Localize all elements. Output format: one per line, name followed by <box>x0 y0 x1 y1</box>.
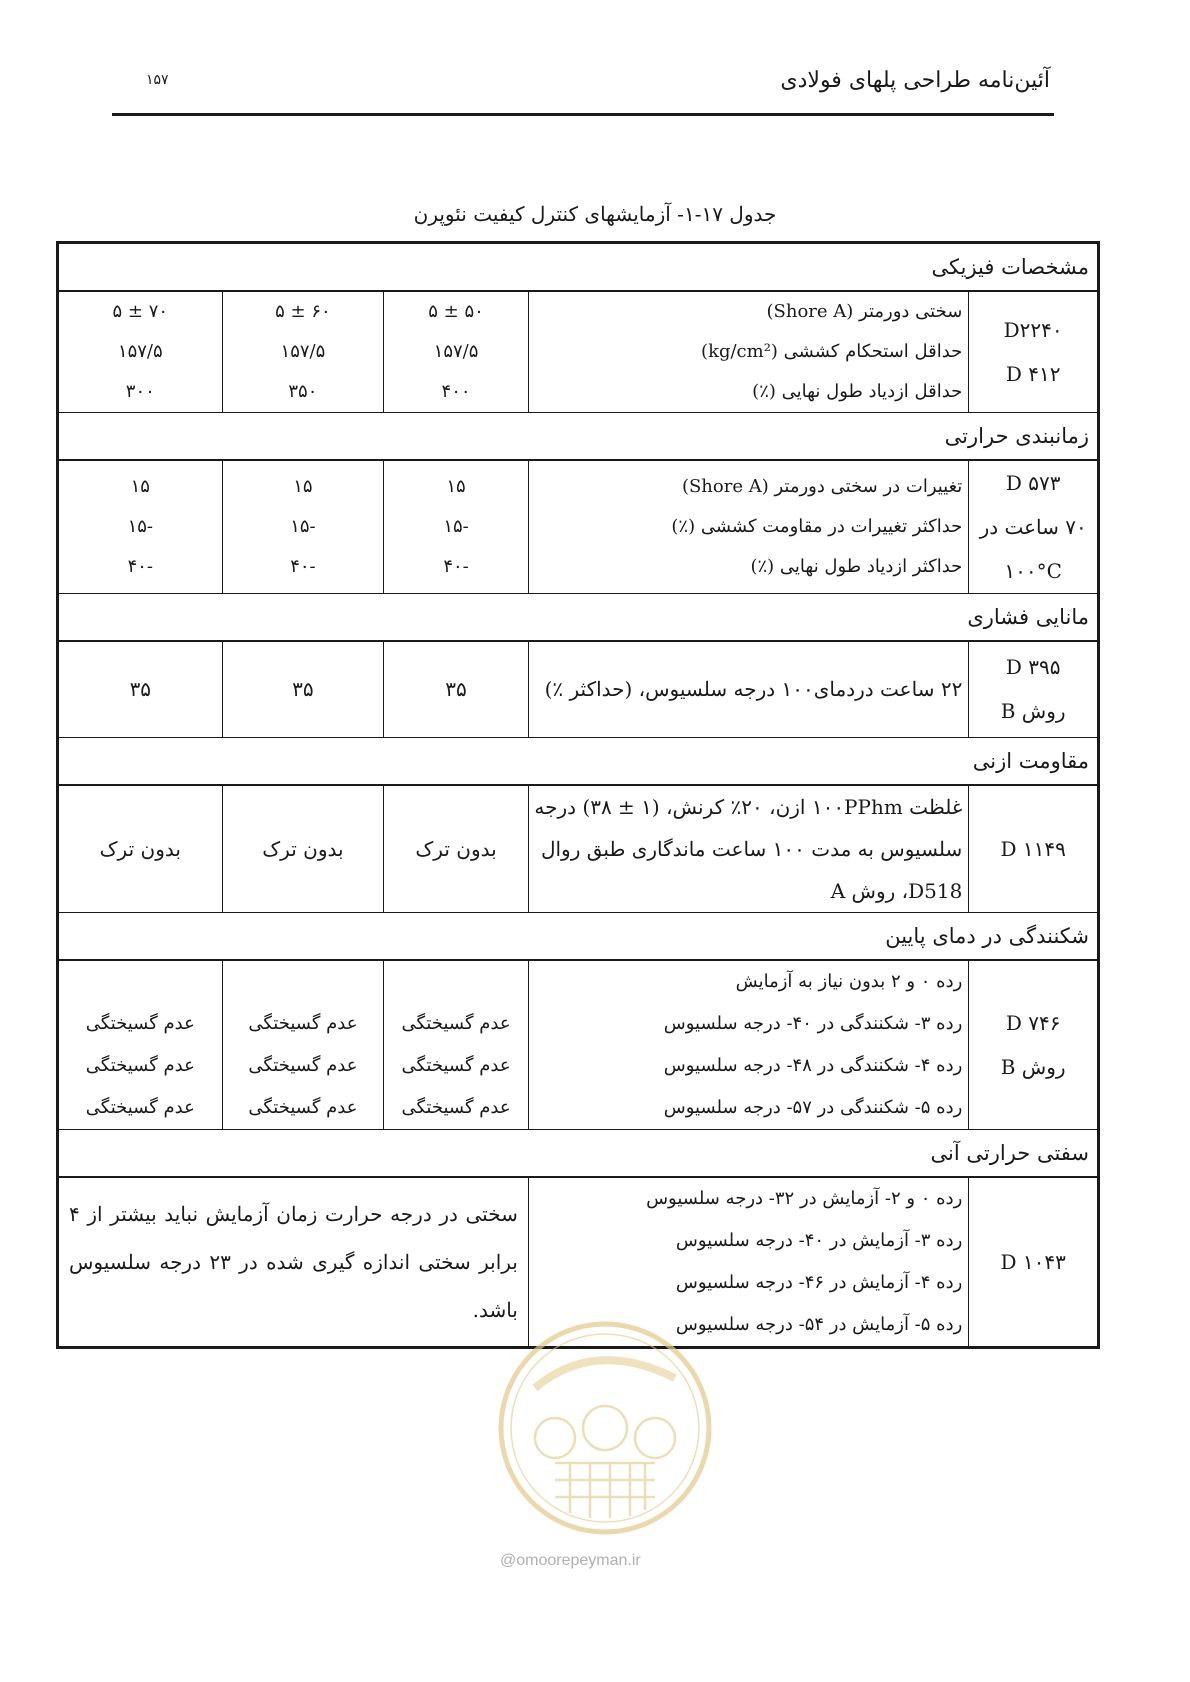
value: -۴۰ <box>127 556 154 577</box>
value: عدم گسیختگی <box>85 1054 195 1076</box>
value: ۱۵۷/۵ <box>280 341 326 362</box>
value-cell <box>58 460 223 594</box>
value <box>59 961 222 1003</box>
test-label: رده ۳- آزمایش در ۴۰- درجه سلسیوس <box>675 1229 963 1251</box>
standard-cell <box>969 291 1099 413</box>
section-title: زمانبندی حرارتی <box>58 413 1099 461</box>
value: ۶۰ ± ۵ <box>275 301 331 322</box>
section-row-compression-set <box>58 594 1099 642</box>
value: عدم گسیختگی <box>248 1012 358 1034</box>
section-title: مقاومت ازنی <box>58 737 1099 785</box>
test-cell <box>528 960 968 1130</box>
value: ۱۵ <box>446 476 466 497</box>
test-label: رده ۵- شکنندگی در ۵۷- درجه سلسیوس <box>663 1096 963 1118</box>
section-title: سفتی حرارتی آنی <box>58 1129 1099 1177</box>
test-label: رده ۰ و ۲- آزمایش در ۳۲- درجه سلسیوس <box>646 1187 963 1209</box>
test-cell <box>528 785 968 913</box>
value <box>384 961 528 1003</box>
neoprene-quality-table <box>56 241 1100 1349</box>
value-cell <box>58 960 223 1130</box>
value-cell <box>384 291 529 413</box>
value-cell: بدون ترک <box>384 785 529 913</box>
standard-code: D۲۲۴۰ <box>1003 318 1063 342</box>
watermark-url: @omoorepeyman.ir <box>500 1552 641 1569</box>
table-row <box>58 960 1099 1130</box>
test-label: تغییرات در سختی دورمتر (Shore A) <box>681 476 963 497</box>
value-cell <box>222 291 384 413</box>
value: ۷۰ ± ۵ <box>112 301 169 322</box>
value: ۱۵ <box>293 476 313 497</box>
test-label: D518، روش A <box>830 878 963 903</box>
section-title: مانایی فشاری <box>58 594 1099 642</box>
value <box>223 961 384 1003</box>
test-label: حداقل استحکام کششی (kg/cm²) <box>701 341 963 362</box>
value: ۱۵ <box>130 476 150 497</box>
value: ۴۰۰ <box>441 381 471 402</box>
table-caption: جدول ۱۷-۱- آزمایشهای کنترل کیفیت نئوپرن <box>413 202 777 226</box>
value: عدم گسیختگی <box>401 1012 511 1034</box>
standard-code: D ۳۹۵ <box>1005 655 1061 680</box>
standard-code: D ۱۰۴۳ <box>969 1177 1099 1348</box>
table-row <box>58 641 1099 737</box>
value: -۱۵ <box>127 516 154 537</box>
table-row <box>58 785 1099 913</box>
test-label: حداکثر ازدیاد طول نهایی (٪) <box>750 556 963 577</box>
value: -۴۰ <box>443 556 469 577</box>
test-label: رده ۰ و ۲ بدون نیاز به آزمایش <box>735 970 963 992</box>
value-cell <box>384 960 529 1130</box>
test-label: رده ۵- آزمایش در ۵۴- درجه سلسیوس <box>675 1313 963 1335</box>
value-cell: بدون ترک <box>58 785 223 913</box>
value-cell <box>222 460 384 594</box>
standard-code: D ۷۴۶ <box>1005 1010 1061 1035</box>
test-label: رده ۴- شکنندگی در ۴۸- درجه سلسیوس <box>663 1054 963 1076</box>
section-row-thermal-stiffness <box>58 1129 1099 1177</box>
value-cell: ۳۵ <box>384 641 529 737</box>
value: عدم گسیختگی <box>85 1012 195 1034</box>
test-label: ۲۲ ساعت دردمای۱۰۰ درجه سلسیوس، (حداکثر ٪) <box>528 641 968 737</box>
value: عدم گسیختگی <box>401 1096 511 1118</box>
value: -۱۵ <box>443 516 469 537</box>
section-title: شکنندگی در دمای پایین <box>58 912 1099 960</box>
standard-method: روش B <box>1000 699 1066 724</box>
test-label: سلسیوس به مدت ۱۰۰ ساعت ماندگاری طبق روال <box>540 836 963 861</box>
value: ۳۵۰ <box>288 381 318 402</box>
value: ۱۵۷/۵ <box>117 341 163 362</box>
test-label: غلظت ۱۰۰PPhm ازن، ۲۰٪ کرنش، (۱ ± ۳۸) درجه <box>534 794 963 819</box>
test-cell <box>528 291 968 413</box>
table-row <box>58 460 1099 594</box>
value-cell <box>222 960 384 1130</box>
page-number: ۱۵۷ <box>146 72 169 88</box>
standard-method: روش B <box>1000 1054 1066 1079</box>
value: ۵۰ ± ۵ <box>428 301 484 322</box>
value-cell: ۳۵ <box>222 641 384 737</box>
requirement-note: سختی در درجه حرارت زمان آزمایش نباید بیشتر از ۴ برابر سختی اندازه گیری شده در ۲۳ درجه سلسیوس باشد. <box>58 1177 529 1348</box>
value: ۳۰۰ <box>125 381 155 402</box>
value: ۱۵۷/۵ <box>433 341 479 362</box>
value: عدم گسیختگی <box>248 1096 358 1118</box>
value-cell: ۳۵ <box>58 641 223 737</box>
test-label: حداقل ازدیاد طول نهایی (٪) <box>752 381 963 402</box>
standard-code: D ۱۱۴۹ <box>969 785 1099 913</box>
standard-condition: ۷۰ ساعت در <box>979 515 1087 539</box>
test-label: رده ۳- شکنندگی در ۴۰- درجه سلسیوس <box>663 1012 963 1034</box>
header-divider <box>112 113 1054 116</box>
test-cell <box>528 460 968 594</box>
watermark-logo <box>495 1318 715 1538</box>
standard-cell <box>969 641 1099 737</box>
section-row-low-temp <box>58 912 1099 960</box>
value: عدم گسیختگی <box>248 1054 358 1076</box>
section-row-heat-aging <box>58 413 1099 461</box>
value-cell: بدون ترک <box>222 785 384 913</box>
section-row-physical <box>58 243 1099 292</box>
value: -۴۰ <box>290 556 316 577</box>
section-row-ozone <box>58 737 1099 785</box>
running-header-title: آئین‌نامه طراحی پلهای فولادی <box>780 68 1050 93</box>
test-label: رده ۴- آزمایش در ۴۶- درجه سلسیوس <box>675 1271 963 1293</box>
standard-cell <box>969 460 1099 594</box>
standard-code: D ۵۷۳ <box>1005 471 1061 495</box>
value: عدم گسیختگی <box>85 1096 195 1118</box>
section-title: مشخصات فیزیکی <box>58 243 1099 292</box>
value-cell <box>58 291 223 413</box>
table-row <box>58 291 1099 413</box>
standard-condition: ۱۰۰°C <box>1004 559 1062 583</box>
standard-code: D ۴۱۲ <box>1005 362 1061 386</box>
test-label: سختی دورمتر (Shore A) <box>766 301 963 322</box>
value: -۱۵ <box>290 516 316 537</box>
value-cell <box>384 460 529 594</box>
test-label: حداکثر تغییرات در مقاومت کششی (٪) <box>671 516 963 537</box>
standard-cell <box>969 960 1099 1130</box>
value: عدم گسیختگی <box>401 1054 511 1076</box>
